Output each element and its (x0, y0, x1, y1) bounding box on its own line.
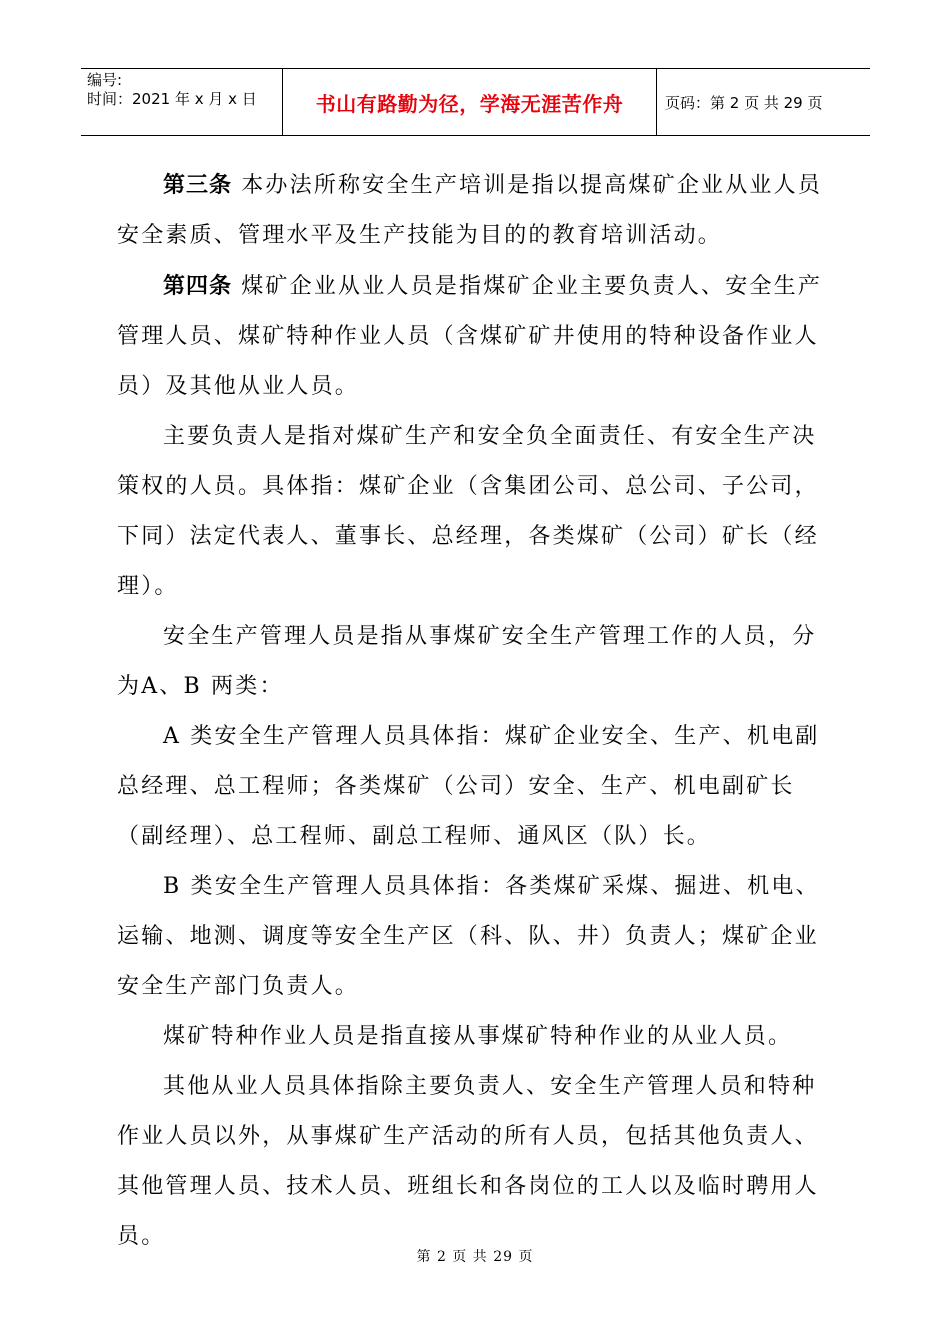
article-4-text: 煤矿企业从业人员是指煤矿企业主要负责人、安全生产管理人员、煤矿特种作业人员（含煤矿矿井使用的特种设备作业人员）及其他从业人员。 (117, 274, 823, 399)
document-number-label: 编号: (87, 71, 123, 89)
document-time-label: 时间：2021 年 x 月 x 日 (87, 90, 257, 108)
paragraph-class-a: A 类安全生产管理人员具体指：煤矿企业安全、生产、机电副总经理、总工程师；各类煤矿（公司）安全、生产、机电副矿长（副经理）、总工程师、副总工程师、通风区（队）长。 (117, 724, 820, 849)
paragraph-safety-managers: 安全生产管理人员是指从事煤矿安全生产管理工作的人员，分为A、B 两类： (117, 624, 817, 699)
document-body (117, 160, 837, 1262)
article-4-lead: 第四条 (163, 273, 233, 299)
paragraph-main-responsible: 主要负责人是指对煤矿生产和安全负全面责任、有安全生产决策权的人员。具体指：煤矿企业（含集团公司、总公司、子公司，下同）法定代表人、董事长、总经理，各类煤矿（公司）矿长（经理）。 (117, 424, 819, 599)
article-3-text: 本办法所称安全生产培训是指以提高煤矿企业从业人员安全素质、管理水平及生产技能为目的的教育培训活动。 (117, 173, 823, 248)
paragraph-other-staff: 其他从业人员具体指除主要负责人、安全生产管理人员和特种作业人员以外，从事煤矿生产活动的所有人员，包括其他负责人、其他管理人员、技术人员、班组长和各岗位的工人以及临时聘用人员。 (117, 1074, 819, 1249)
header-page-code: 页码：第 2 页 共 29 页 (665, 93, 823, 112)
page-header (81, 68, 870, 136)
article-3-lead: 第三条 (163, 172, 233, 198)
article-4 (117, 261, 837, 412)
header-motto: 书山有路勤为径，学海无涯苦作舟 (283, 69, 657, 135)
page-footer: 第 2 页 共 29 页 (416, 1249, 534, 1265)
header-meta (81, 69, 283, 135)
paragraph-class-b: B 类安全生产管理人员具体指：各类煤矿采煤、掘进、机电、运输、地测、调度等安全生产区（科、队、井）负责人；煤矿企业安全生产部门负责人。 (117, 874, 820, 999)
paragraph-special-operators: 煤矿特种作业人员是指直接从事煤矿特种作业的从业人员。 (163, 1024, 793, 1049)
article-3 (117, 160, 837, 261)
